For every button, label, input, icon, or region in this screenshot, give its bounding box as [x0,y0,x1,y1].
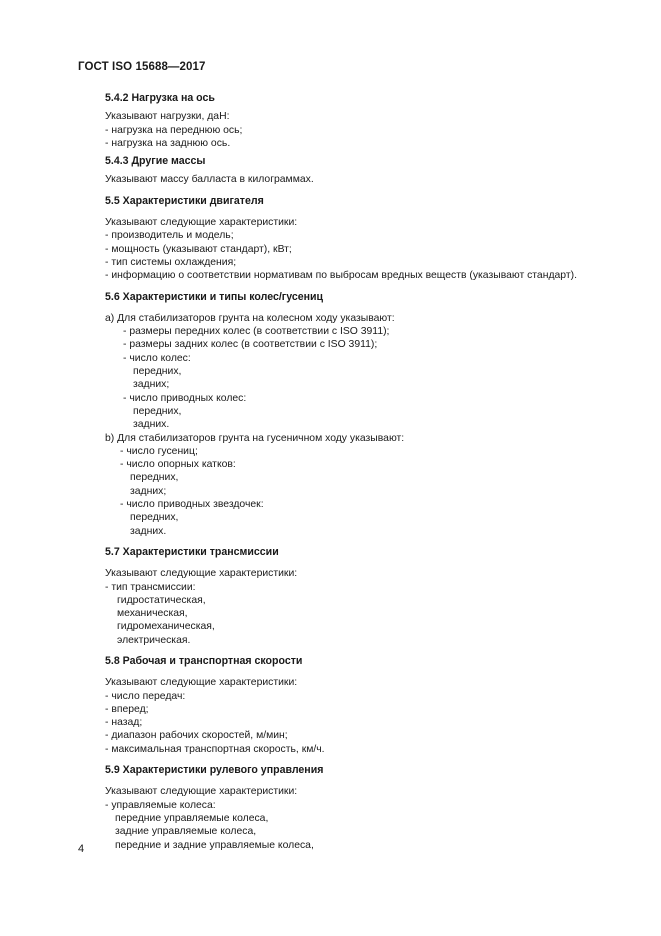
list-item: - вперед; [105,703,149,715]
section-5-9 [105,764,625,852]
list-item: - производитель и модель; [105,230,234,242]
list-item: передние управляемые колеса, [115,812,269,824]
section-heading: 5.9 Характеристики рулевого управления [105,764,324,777]
list-item: - тип системы охлаждения; [105,256,237,268]
list-item: - информацию о соответствии нормативам по выбросам вредных веществ (указывают стандарт). [105,270,577,282]
list-item: гидромеханическая, [117,621,215,633]
text-line: а) Для стабилизаторов грунта на колесном ходу указывают: [105,312,395,324]
section-5-7 [105,546,625,647]
list-item: - тип трансмиссии: [105,581,196,593]
list-item: - число гусениц; [120,445,198,457]
list-item: электрическая. [117,634,191,646]
list-item: - мощность (указывают стандарт), кВт; [105,243,292,255]
section-heading: 5.6 Характеристики и типы колес/гусениц [105,290,324,303]
section-heading: 5.7 Характеристики трансмиссии [105,545,279,558]
list-item: - число колес: [123,352,191,364]
text-line: Указывают следующие характеристики: [105,217,298,229]
list-item: задних. [133,419,170,431]
list-item: - диапазон рабочих скоростей, м/мин; [105,730,288,742]
document-title: ГОСТ ISO 15688—2017 [78,61,206,73]
list-item: передних, [130,472,179,484]
list-item: - число передач: [105,690,186,702]
list-item: передних, [133,366,182,378]
list-item: - размеры задних колес (в соответствии с ISO 3911); [123,339,378,351]
list-item: передние и задние управляемые колеса, [115,839,314,851]
list-item: задние управляемые колеса, [115,826,257,838]
section-heading: 5.4.2 Нагрузка на ось [105,92,215,104]
list-item: - назад; [105,717,143,729]
section-5-5 [105,195,625,283]
section-5-4-2 [105,92,625,150]
document-body [105,92,625,852]
text-line: Указывают следующие характеристики: [105,568,298,580]
text-line: Указывают следующие характеристики: [105,786,298,798]
text-line: Указывают нагрузки, даН: [105,111,230,123]
text-line: b) Для стабилизаторов грунта на гусеничном ходу указывают: [105,432,405,444]
section-heading: 5.8 Рабочая и транспортная скорости [105,654,303,667]
list-item: задних; [133,379,170,391]
section-5-6 [105,291,625,538]
list-item: - размеры передних колес (в соответствии с ISO 3911); [123,326,390,338]
list-item: - число приводных колес: [123,392,247,404]
section-5-4-3 [105,155,625,187]
list-item: - число опорных катков: [120,459,236,471]
list-item: механическая, [117,608,188,620]
list-item: - максимальная транспортная скорость, км/ч. [105,743,325,755]
section-heading: 5.5 Характеристики двигателя [105,194,264,207]
page-number: 4 [78,843,85,855]
list-item: - число приводных звездочек: [120,499,264,511]
list-item: - нагрузка на заднюю ось. [105,137,231,149]
list-item: задних. [130,525,167,537]
list-item: передних, [130,512,179,524]
section-5-8 [105,655,625,756]
section-heading: 5.4.3 Другие массы [105,155,206,168]
text-line: Указывают массу балласта в килограммах. [105,174,314,186]
text-line: Указывают следующие характеристики: [105,677,298,689]
list-item: задних; [130,485,167,497]
list-item: гидростатическая, [117,594,206,606]
list-item: передних, [133,405,182,417]
list-item: - нагрузка на переднюю ось; [105,124,243,136]
list-item: - управляемые колеса: [105,799,216,811]
